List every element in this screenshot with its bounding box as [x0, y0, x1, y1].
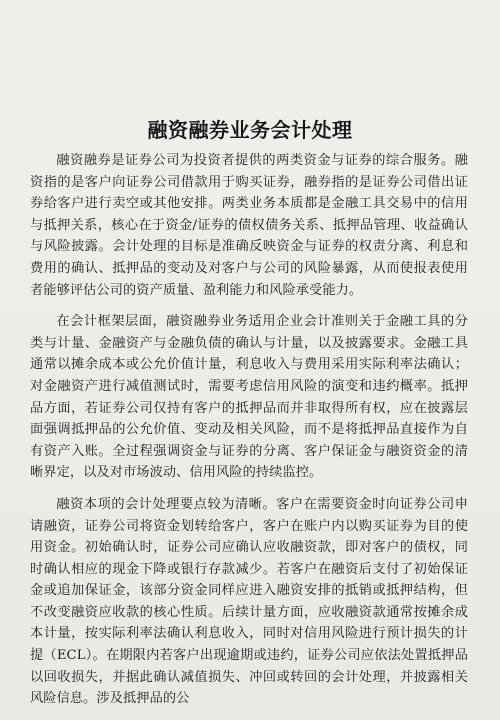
paragraph-2: 在会计框架层面，融资融券业务适用企业会计准则关于金融工具的分类与计量、金融资产与金融负债的确认与计量，以及披露要求。金融工具通常以摊余成本或公允价值计量，利息收入与费用采用实际利率法确认；对金融资产进行减值测试时，需要考虑信用风险的演变和违约概率。抵押品方面，若证券公司仅持有客户的抵押品而并非取得所有权，应在披露层面强调抵押品的公允价值、变动及相关风险，而不是将抵押品直接作为自有资产入账。全过程强调资金与证券的分离、客户保证金与融资资金的清晰界定，以及对市场波动、信用风险的持续监控。 — [30, 314, 468, 481]
document-body — [30, 150, 468, 710]
paragraph-1: 融资融券是证券公司为投资者提供的两类资金与证券的综合服务。融资指的是客户向证券公司借款用于购买证券，融券指的是证券公司借出证券给客户进行卖空或其他安排。两类业务本质都是金融工具交易中的信用与抵押关系，核心在于资金/证券的债权债务关系、抵押品管理、收益确认与风险披露。会计处理的目标是准确反映资金与证券的权责分离、利息和费用的确认、抵押品的变动及对客户与公司的风险暴露，从而使报表使用者能够评估公司的资产质量、盈利能力和风险承受能力。 — [30, 153, 468, 298]
paragraph-3: 融资本项的会计处理要点较为清晰。客户在需要资金时向证券公司申请融资，证券公司将资金划转给客户，客户在账户内以购买证券为目的使用资金。初始确认时，证券公司应确认应收融资款，即对客户的债权，同时确认相应的现金下降或银行存款减少。若客户在融资后支付了初始保证金或追加保证金，该部分资金同样应进入融资安排的抵销或抵押结构，但不改变融资应收款的核心性质。后续计量方面，应收融资款通常按摊余成本计量，按实际利率法确认利息收入，同时对信用风险进行预计损失的计提（ECL）。在期限内若客户出现逾期或违约，证券公司应依法处置抵押品以回收损失，并据此确认减值损失、冲回或转回的会计处理，并披露相关风险信息。涉及抵押品的公 — [30, 496, 468, 707]
document-title: 融资融券业务会计处理 — [147, 118, 353, 142]
